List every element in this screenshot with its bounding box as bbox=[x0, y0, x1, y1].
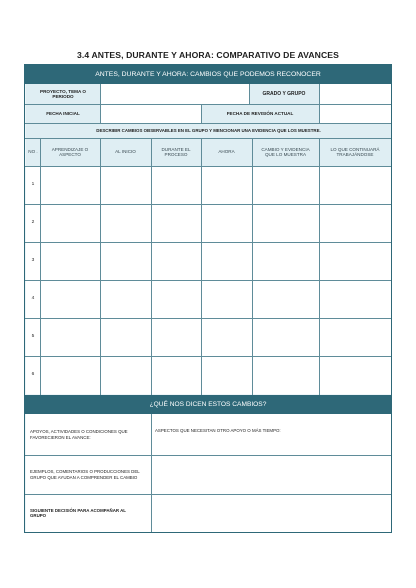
grid-line bbox=[249, 84, 250, 104]
grid-line bbox=[25, 242, 391, 243]
table-cell[interactable] bbox=[151, 280, 201, 318]
table-cell[interactable] bbox=[252, 242, 319, 280]
table-cell[interactable] bbox=[100, 166, 151, 204]
section-header-que-nos-dicen: ¿QUÉ NOS DICEN ESTOS CAMBIOS? bbox=[25, 395, 391, 414]
fecha-revision-field[interactable] bbox=[319, 104, 391, 123]
grid-line bbox=[25, 138, 391, 139]
siguiente-field[interactable] bbox=[151, 494, 391, 532]
table-cell[interactable] bbox=[201, 204, 252, 242]
table-cell[interactable] bbox=[100, 356, 151, 394]
row-number: 1 bbox=[26, 166, 40, 204]
table-cell[interactable] bbox=[40, 356, 100, 394]
table-cell[interactable] bbox=[151, 356, 201, 394]
siguiente-label: SIGUIENTE DECISIÓN PARA ACOMPAÑAR AL GRUPO bbox=[26, 494, 151, 532]
table-cell[interactable] bbox=[151, 242, 201, 280]
row-number: 5 bbox=[26, 318, 40, 356]
col-header-no: NO . bbox=[26, 138, 40, 166]
ejemplos-label: EJEMPLOS, COMENTARIOS O PRODUCCIONES DEL GRUPO QUE AYUDAN A COMPRENDER EL CAMBIO bbox=[26, 455, 151, 494]
table-cell[interactable] bbox=[100, 280, 151, 318]
table-cell[interactable] bbox=[319, 166, 391, 204]
row-number: 4 bbox=[26, 280, 40, 318]
grid-line bbox=[40, 138, 41, 395]
instruction-text: DESCRIBIR CAMBIOS OBSERVABLES EN EL GRUPO Y MENCIONAR UNA EVIDENCIA QUE LOS MUESTRE. bbox=[26, 123, 391, 138]
table-cell[interactable] bbox=[151, 318, 201, 356]
grid-line bbox=[25, 280, 391, 281]
table-cell[interactable] bbox=[201, 356, 252, 394]
proyecto-label: PROYECTO, TEMA O PERIODO bbox=[26, 84, 100, 104]
table-cell[interactable] bbox=[40, 166, 100, 204]
col-header-aprendizaje: APRENDIZAJE O ASPECTO bbox=[40, 138, 100, 166]
section-header-cambios: ANTES, DURANTE Y AHORA: CAMBIOS QUE PODEMOS RECONOCER bbox=[25, 65, 391, 84]
row-number: 2 bbox=[26, 204, 40, 242]
proyecto-field[interactable] bbox=[100, 84, 249, 104]
col-header-cambio: CAMBIO Y EVIDENCIA QUE LO MUESTRA bbox=[252, 138, 319, 166]
grid-line bbox=[100, 138, 101, 395]
ejemplos-field[interactable] bbox=[151, 455, 391, 494]
table-cell[interactable] bbox=[252, 280, 319, 318]
table-cell[interactable] bbox=[201, 242, 252, 280]
table-cell[interactable] bbox=[252, 166, 319, 204]
page-title: 3.4 ANTES, DURANTE Y AHORA: COMPARATIVO DE AVANCES bbox=[77, 50, 339, 60]
table-cell[interactable] bbox=[151, 166, 201, 204]
grid-line bbox=[201, 104, 202, 123]
aspectos-label: ASPECTOS QUE NECESITAN OTRO APOYO O MÁS TIEMPO: bbox=[151, 414, 391, 455]
grado-field[interactable] bbox=[319, 84, 391, 104]
grid-line bbox=[25, 455, 391, 456]
table-cell[interactable] bbox=[40, 280, 100, 318]
table-cell[interactable] bbox=[319, 242, 391, 280]
col-header-durante: DURANTE EL PROCESO bbox=[151, 138, 201, 166]
table-cell[interactable] bbox=[252, 356, 319, 394]
table-cell[interactable] bbox=[100, 318, 151, 356]
table-cell[interactable] bbox=[319, 280, 391, 318]
grid-line bbox=[319, 138, 320, 395]
grid-line bbox=[151, 138, 152, 395]
grid-line bbox=[25, 318, 391, 319]
table-cell[interactable] bbox=[252, 204, 319, 242]
fecha-inicial-field[interactable] bbox=[100, 104, 201, 123]
table-cell[interactable] bbox=[40, 318, 100, 356]
grado-label: GRADO Y GRUPO bbox=[249, 84, 319, 104]
table-cell[interactable] bbox=[40, 242, 100, 280]
table-cell[interactable] bbox=[201, 318, 252, 356]
grid-line bbox=[201, 138, 202, 395]
col-header-inicio: AL INICIO bbox=[100, 138, 151, 166]
row-number: 6 bbox=[26, 356, 40, 394]
table-cell[interactable] bbox=[100, 204, 151, 242]
grid-line bbox=[25, 356, 391, 357]
table-cell[interactable] bbox=[201, 166, 252, 204]
table-cell[interactable] bbox=[252, 318, 319, 356]
grid-line bbox=[25, 104, 391, 105]
table-cell[interactable] bbox=[151, 204, 201, 242]
table-cell[interactable] bbox=[100, 242, 151, 280]
col-header-continuara: LO QUE CONTINUARÁ TRABAJÁNDOSE bbox=[319, 138, 391, 166]
grid-line bbox=[151, 414, 152, 532]
row-number: 3 bbox=[26, 242, 40, 280]
col-header-ahora: AHORA bbox=[201, 138, 252, 166]
grid-line bbox=[25, 494, 391, 495]
grid-line bbox=[25, 204, 391, 205]
apoyos-label: APOYOS, ACTIVIDADES O CONDICIONES QUE FAVORECIERON EL AVANCE: bbox=[26, 414, 151, 455]
table-cell[interactable] bbox=[319, 318, 391, 356]
comparison-form bbox=[24, 64, 392, 533]
table-cell[interactable] bbox=[201, 280, 252, 318]
grid-line bbox=[252, 138, 253, 395]
grid-line bbox=[25, 123, 391, 124]
grid-line bbox=[319, 84, 320, 123]
grid-line bbox=[25, 166, 391, 167]
fecha-inicial-label: FECHA INICIAL bbox=[26, 104, 100, 123]
fecha-revision-label: FECHA DE REVISIÓN ACTUAL bbox=[201, 104, 319, 123]
table-cell[interactable] bbox=[319, 356, 391, 394]
table-cell[interactable] bbox=[319, 204, 391, 242]
grid-line bbox=[100, 84, 101, 123]
table-cell[interactable] bbox=[40, 204, 100, 242]
